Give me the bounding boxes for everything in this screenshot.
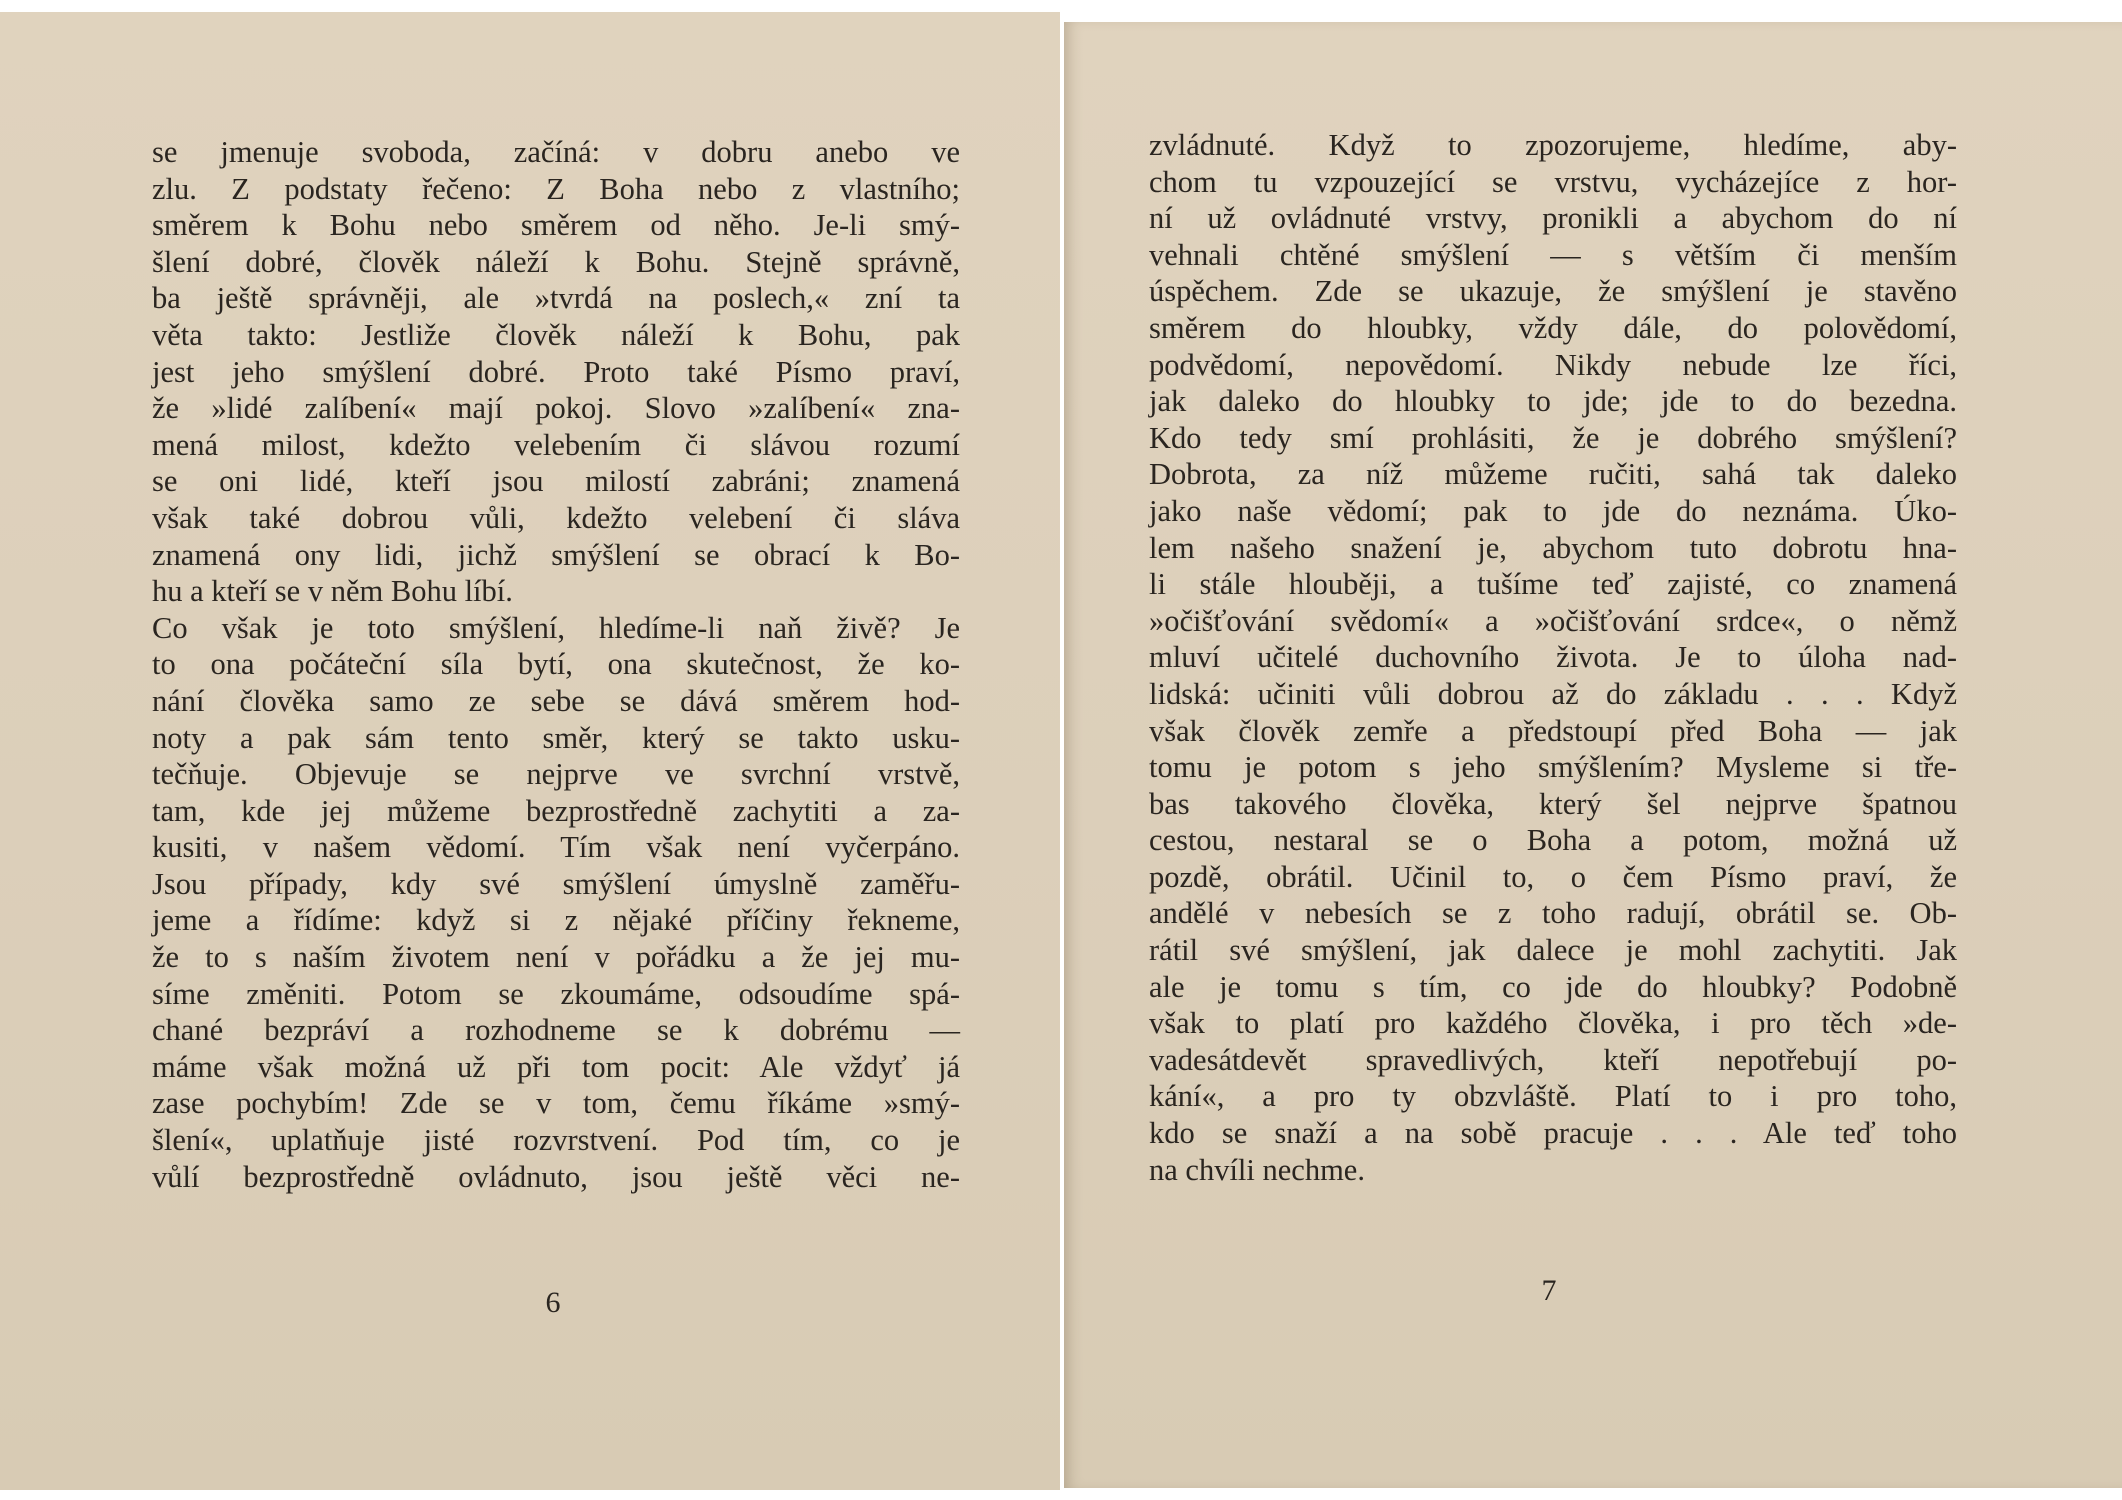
text-line: chané bezpráví a rozhodneme se k dobrému — (152, 1013, 960, 1048)
text-line: však člověk zemře a předstoupí před Boha — jak (1149, 713, 1957, 748)
text-line: síme změniti. Potom se zkoumáme, odsoudíme spá- (152, 976, 960, 1011)
text-line: cestou, nestaral se o Boha a potom, možná už (1149, 823, 1957, 858)
text-line: lidská: učiniti vůli dobrou až do základu . . . Když (1149, 676, 1957, 711)
text-line: tam, kde jej můžeme bezprostředně zachytiti a za- (152, 793, 960, 828)
right-page-text (1149, 127, 1957, 1188)
text-line: směrem k Bohu nebo směrem od něho. Je-li smý- (152, 208, 960, 243)
text-line: zlu. Z podstaty řečeno: Z Boha nebo z vlastního; (152, 171, 960, 206)
text-line: směrem do hloubky, vždy dále, do polovědomí, (1149, 310, 1957, 345)
text-line: »očišťování svědomí« a »očišťování srdce«, o němž (1149, 603, 1957, 638)
text-line: hu a kteří se v něm Bohu líbí. (152, 574, 513, 609)
text-line: máme však možná už při tom pocit: Ale vždyť já (152, 1049, 960, 1084)
text-line: šlení«, uplatňuje jisté rozvrstvení. Pod tím, co je (152, 1123, 960, 1158)
text-line: úspěchem. Zde se ukazuje, že smýšlení je stavěno (1149, 274, 1957, 309)
text-line: kdo se snaží a na sobě pracuje . . . Ale teď toho (1149, 1116, 1957, 1151)
text-line: se jmenuje svoboda, začíná: v dobru anebo ve (152, 135, 960, 169)
text-line: ale je tomu s tím, co jde do hloubky? Podobně (1149, 969, 1957, 1004)
text-line: li stále hlouběji, a tušíme teď zajisté, co znamená (1149, 567, 1957, 602)
text-line: noty a pak sám tento směr, který se takto usku- (152, 720, 960, 755)
right-page (1064, 22, 2122, 1488)
text-line: tomu je potom s jeho smýšlením? Mysleme si tře- (1149, 750, 1957, 785)
text-line: rátil své smýšlení, jak dalece je mohl zachytiti. Jak (1149, 933, 1957, 968)
text-line: mená milost, kdežto velebením či slávou rozumí (152, 427, 960, 462)
left-page-text (152, 134, 960, 1195)
text-line: andělé v nebesích se z toho radují, obrátil se. Ob- (1149, 896, 1957, 931)
text-line: že to s naším životem není v pořádku a že jej mu- (152, 940, 960, 975)
text-line: ba ještě správněji, ale »tvrdá na poslech,« zní ta (152, 281, 960, 316)
text-line: znamená ony lidi, jichž smýšlení se obrací k Bo- (152, 537, 960, 572)
text-line: to ona počáteční síla bytí, ona skutečnost, že ko- (152, 647, 960, 682)
text-line: lem našeho snažení je, abychom tuto dobrotu hna- (1149, 530, 1957, 565)
text-line: pozdě, obrátil. Učinil to, o čem Písmo praví, že (1149, 859, 1957, 894)
text-line: vadesátdevět spravedlivých, kteří nepotřebují po- (1149, 1042, 1957, 1077)
text-line: ní už ovládnuté vrstvy, pronikli a abychom do ní (1149, 201, 1957, 236)
text-line: Dobrota, za níž můžeme ručiti, sahá tak daleko (1149, 457, 1957, 492)
page-number: 7 (1541, 1274, 1557, 1307)
text-line: že »lidé zalíbení« mají pokoj. Slovo »zalíbení« zna- (152, 391, 960, 426)
text-line: na chvíli nechme. (1149, 1152, 1365, 1187)
text-line: zase pochybím! Zde se v tom, čemu říkáme »smý- (152, 1086, 960, 1121)
text-line: nání člověka samo ze sebe se dává směrem hod- (152, 683, 960, 718)
left-page (0, 12, 1060, 1490)
text-line: Kdo tedy smí prohlásiti, že je dobrého smýšlení? (1149, 420, 1957, 455)
text-line: kusiti, v našem vědomí. Tím však není vyčerpáno. (152, 830, 960, 865)
text-line: kání«, a pro ty obzvláště. Platí to i pro toho, (1149, 1079, 1957, 1114)
text-line: vehnali chtěné smýšlení — s větším či menším (1149, 237, 1957, 272)
text-line: však také dobrou vůli, kdežto velebení či sláva (152, 500, 960, 535)
text-line: však to platí pro každého člověka, i pro těch »de- (1149, 1006, 1957, 1041)
text-line: podvědomí, nepovědomí. Nikdy nebude lze říci, (1149, 347, 1957, 382)
text-line: zvládnuté. Když to zpozorujeme, hledíme, aby- (1149, 128, 1957, 162)
text-line: vůlí bezprostředně ovládnuto, jsou ještě věci ne- (152, 1159, 960, 1194)
text-line: jak daleko do hloubky to jde; jde to do bezedna. (1149, 384, 1957, 419)
text-line: se oni lidé, kteří jsou milostí zabráni; znamená (152, 464, 960, 499)
text-line: věta takto: Jestliže člověk náleží k Bohu, pak (152, 317, 960, 352)
text-line: mluví učitelé duchovního života. Je to úloha nad- (1149, 640, 1957, 675)
text-line: jako naše vědomí; pak to jde do neznáma. Úko- (1149, 493, 1957, 528)
text-line: Co však je toto smýšlení, hledíme-li naň živě? Je (152, 610, 960, 645)
text-line: tečňuje. Objevuje se nejprve ve svrchní vrstvě, (152, 757, 960, 792)
text-line: jeme a řídíme: když si z nějaké příčiny řekneme, (152, 903, 960, 938)
text-line: Jsou případy, kdy své smýšlení úmyslně zaměřu- (152, 866, 960, 901)
text-line: jest jeho smýšlení dobré. Proto také Písmo praví, (152, 354, 960, 389)
text-line: chom tu vzpouzející se vrstvu, vycházejíce z hor- (1149, 164, 1957, 199)
text-line: šlení dobré, člověk náleží k Bohu. Stejně správně, (152, 244, 960, 279)
page-number: 6 (545, 1286, 561, 1319)
text-line: bas takového člověka, který šel nejprve špatnou (1149, 786, 1957, 821)
